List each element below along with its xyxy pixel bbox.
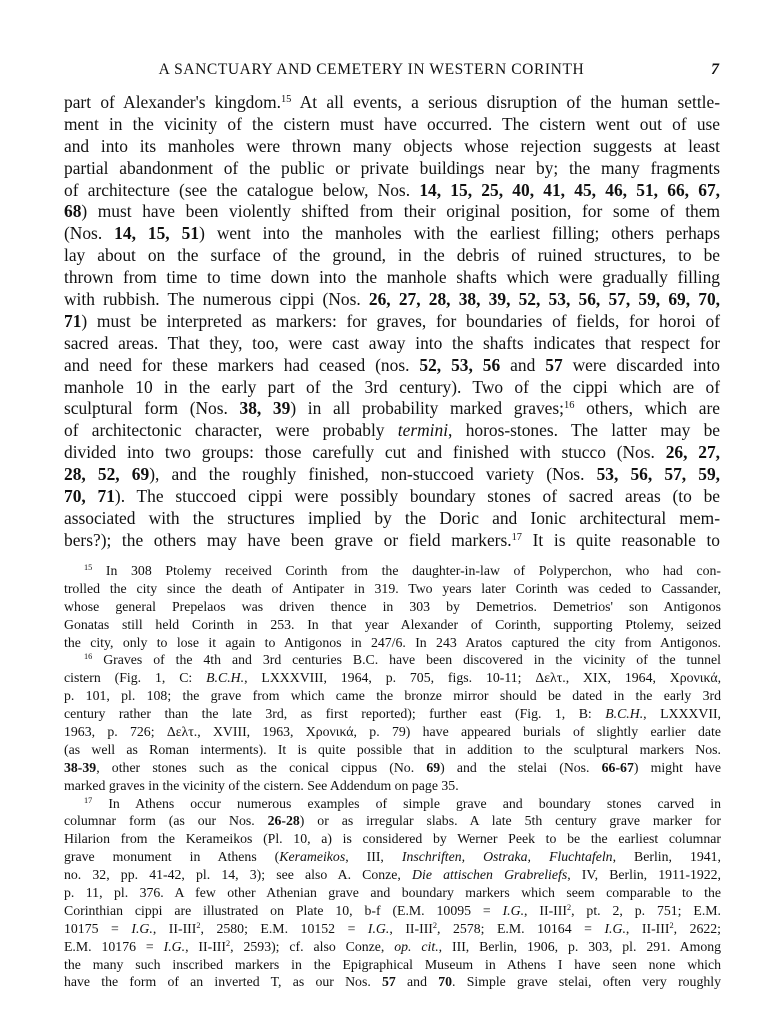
footnote-line: the many such inscribed markers in the Epigraphical Museum in Athens I have seen none which	[64, 956, 721, 972]
footnote-line: the city, only to lose it again to Antigonos in 247/6. In 243 Aratos captured the city from Antigonos.	[64, 634, 721, 650]
footnote-line: have the form of an inverted T, as our Nos. 57 and 70. Simple grave stelai, often very roughly	[64, 974, 721, 990]
body-line: of architecture (see the catalogue below, Nos. 14, 15, 25, 40, 41, 45, 46, 51, 66, 67,	[64, 179, 721, 200]
catalogue-ref: 14, 15, 51	[114, 223, 200, 244]
body-line: lay about on the surface of the ground, in the debris of ruined structures, to be	[64, 245, 720, 266]
body-line: of architectonic character, were probably termini, horos-stones. The latter may be	[64, 420, 720, 441]
catalogue-ref: 28, 52, 69	[64, 464, 150, 485]
catalogue-ref: 57	[545, 354, 563, 375]
footnote-line: 1963, p. 726; Δελτ., XVIII, 1963, Χρονικά, p. 79) have appeared burials of slightly earlier date	[64, 724, 721, 740]
catalogue-ref: 70, 71	[64, 486, 115, 507]
footnote-line: (as well as Roman interments). It is quite possible that in addition to the sculptural markers Nos.	[64, 741, 721, 757]
footnote-line: marked graves in the vicinity of the cistern. See Addendum on page 35.	[64, 777, 459, 793]
footnote-16	[64, 651, 721, 794]
body-line: 71) must be interpreted as markers: for graves, for boundaries of fields, for horoi of	[64, 310, 720, 331]
body-line: part of Alexander's kingdom.$^{15}$ At all events, a serious disruption of the human settle-	[64, 92, 720, 112]
body-line: and into its manholes were thrown many objects whose rejection suggests at least	[64, 135, 720, 156]
body-line: sculptural form (Nos. 38, 39) in all probability marked graves;$^{16}$ others, which are	[64, 398, 721, 419]
footnote-line: century rather than the late 3rd, as first reported); further east (Fig. 1, B: B.C.H., LXXXVII,	[64, 706, 721, 722]
footnote-line: Corinthian cippi are illustrated on Plate 10, b-f (E.M. 10095 = I.G., II-III$^2$, pt. 2, p. 751; E.M.	[64, 902, 721, 918]
footnote-number: 15	[84, 563, 93, 573]
body-line: ment in the vicinity of the cistern must have occurred. The cistern went out of use	[64, 113, 720, 134]
footnote-line: p. 11, pl. 376. A few other Athenian grave and boundary markers which seem comparable to the	[64, 885, 721, 901]
footnote-line: 38-39, other stones such as the conical cippus (No. 69) and the stelai (Nos. 66-67) might have	[64, 759, 722, 775]
body-line: (Nos. 14, 15, 51) went into the manholes with the earliest filling; others perhaps	[64, 223, 720, 244]
body-paragraph	[64, 92, 720, 552]
body-line: bers?); the others may have been grave or field markers.$^{17}$ It is quite reasonable to	[64, 529, 720, 550]
body-line: with rubbish. The numerous cippi (Nos. 26, 27, 28, 38, 39, 52, 53, 56, 57, 59, 69, 70,	[64, 289, 721, 310]
footnote-line: no. 32, pp. 41-42, pl. 14, 3); see also A. Conze, Die attischen Grabreliefs, IV, Berlin, 1911-1922,	[64, 867, 722, 883]
footnote-17	[64, 795, 721, 992]
footnote-line: 10175 = I.G., II-III$^2$, 2580; E.M. 10152 = I.G., II-III$^2$, 2578; E.M. 10164 = I.G., II-III$^2$, 2622;	[64, 920, 721, 936]
footnote-line: whose general Prepelaos was driven thence in 303 by Demetrios. Demetrios' son Antigonos	[64, 598, 721, 614]
body-line: manhole 10 in the early part of the 3rd century). Two of the cippi which are of	[64, 376, 720, 397]
footnote-15	[64, 562, 721, 651]
catalogue-ref: 52, 53, 56	[419, 354, 501, 375]
catalogue-ref: 26, 27,	[665, 442, 720, 463]
catalogue-ref: 71	[64, 310, 82, 331]
footnote-line: trolled the city since the death of Antipater in 319. Two years later Corinth was ceded to Cassander,	[64, 580, 721, 596]
footnote-ref: 16	[564, 400, 575, 412]
body-line: associated with the structures implied by the Doric and Ionic architectural mem-	[64, 507, 720, 528]
body-line: divided into two groups: those carefully cut and finished with stucco (Nos. 26, 27,	[64, 442, 720, 463]
footnote-line: $^{16}$ Graves of the 4th and 3rd centuries B.C. have been discovered in the vicinity of the tunnel	[84, 652, 721, 668]
footnote-line: p. 101, pl. 108; the grave from which came the bronze mirror should be dated in the early 3rd	[64, 688, 721, 704]
catalogue-ref: 68	[64, 201, 82, 222]
catalogue-ref: 53, 56, 57, 59,	[596, 464, 721, 485]
body-line: 70, 71). The stuccoed cippi were possibly boundary stones of sacred areas (to be	[64, 486, 721, 507]
footnote-line: Gonatas still held Corinth in 253. In that year Alexander of Corinth, supporting Ptolemy, seized	[64, 616, 721, 632]
body-line: 68) must have been violently shifted from their original position, for some of them	[64, 201, 720, 222]
footnote-number: 16	[84, 652, 93, 662]
latin-term: termini	[397, 420, 449, 441]
body-line: thrown from time to time down into the manhole shafts which were gradually filling	[64, 267, 720, 288]
footnotes	[64, 562, 721, 991]
body-line: partial abandonment of the public or private buildings near by; the many fragments	[64, 157, 720, 178]
footnote-line: E.M. 10176 = I.G., II-III$^2$, 2593); cf. also Conze, op. cit., III, Berlin, 1906, p. 303, pl. 291. Among	[64, 938, 722, 954]
body-line: sacred areas. That they, too, were cast away into the shafts indicates that respect for	[64, 332, 720, 353]
body-line: 28, 52, 69), and the roughly finished, non-stuccoed variety (Nos. 53, 56, 57, 59,	[64, 464, 721, 485]
footnote-line: grave monument in Athens (Kerameikos, III, Inschriften, Ostraka, Fluchtafeln, Berlin, 1941,	[64, 849, 721, 865]
footnote-number: 17	[84, 795, 93, 805]
footnote-line: cistern (Fig. 1, C: B.C.H., LXXXVIII, 1964, p. 705, figs. 10-11; Δελτ., XIX, 1964, Χρονικά,	[64, 670, 722, 686]
footnote-ref: 15	[280, 93, 292, 105]
page-header	[64, 58, 719, 82]
footnote-line: columnar form (as our Nos. 26-28) or as irregular slabs. A late 5th century grave marker for	[64, 813, 721, 829]
catalogue-ref: 26, 27, 28, 38, 39, 52, 53, 56, 57, 59, 69, 70,	[368, 289, 721, 310]
footnote-ref: 17	[511, 531, 523, 543]
page-number: 7	[711, 61, 719, 78]
catalogue-ref: 38, 39	[239, 398, 291, 419]
catalogue-ref: 14, 15, 25, 40, 41, 45, 46, 51, 66, 67,	[419, 179, 721, 200]
footnote-line: $^{17}$ In Athens occur numerous examples of simple grave and boundary stones carved in	[84, 795, 721, 811]
body-line: and need for these markers had ceased (nos. 52, 53, 56 and 57 were discarded into	[64, 354, 721, 375]
running-head: A SANCTUARY AND CEMETERY IN WESTERN CORINTH	[158, 61, 585, 78]
footnote-line: $^{15}$ In 308 Ptolemy received Corinth from the daughter-in-law of Polyperchon, who had con-	[84, 563, 721, 578]
footnote-line: Hilarion from the Kerameikos (Pl. 10, a) is considered by Werner Peek to be the earliest columnar	[64, 831, 721, 847]
